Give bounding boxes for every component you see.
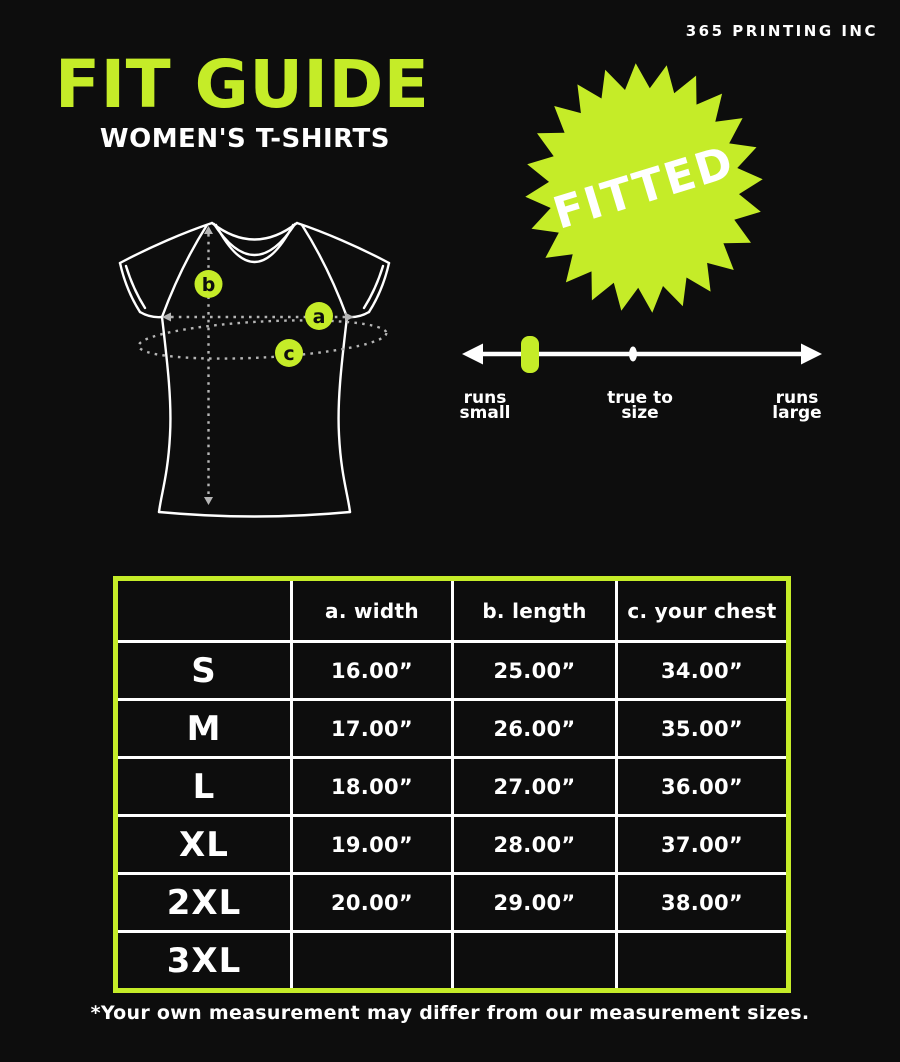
width-cell-l: 18.00”: [293, 759, 451, 814]
scale-label-line: runs: [775, 388, 819, 408]
footnote: *Your own measurement may differ from our measurement sizes.: [90, 1002, 810, 1024]
chest-cell-3xl: [618, 933, 786, 988]
table-header-size: [118, 581, 290, 640]
fit-scale: [450, 330, 840, 390]
page-title: FIT GUIDE: [55, 46, 430, 123]
length-cell-3xl: [454, 933, 615, 988]
size-table: [113, 576, 791, 993]
scale-midpoint-dot: [629, 347, 637, 362]
chest-cell-s: 34.00”: [618, 643, 786, 698]
arrow-down-icon: [204, 497, 213, 505]
width-cell-xl: 19.00”: [293, 817, 451, 872]
fit-position-marker: [521, 336, 539, 373]
scale-label-true-to-size: [575, 388, 705, 423]
fitted-badge-label: FITTED: [547, 136, 741, 240]
scale-label-line: runs: [463, 388, 507, 408]
scale-arrow-right-icon: [801, 344, 822, 365]
chest-cell-l: 36.00”: [618, 759, 786, 814]
marker-a-label: a: [312, 306, 326, 328]
width-cell-3xl: [293, 933, 451, 988]
size-cell-m: M: [118, 701, 290, 756]
size-cell-l: L: [118, 759, 290, 814]
scale-label-line: size: [621, 403, 659, 423]
fitted-badge: [515, 55, 775, 321]
chest-ellipse: [138, 315, 388, 364]
brand-text: 365 PRINTING INC: [685, 22, 878, 40]
chest-cell-m: 35.00”: [618, 701, 786, 756]
width-cell-m: 17.00”: [293, 701, 451, 756]
scale-label-runs-large: [732, 388, 862, 423]
length-cell-xl: 28.00”: [454, 817, 615, 872]
tshirt-outline-icon: [120, 223, 389, 517]
tshirt-diagram: [90, 190, 430, 530]
marker-c-label: c: [283, 343, 295, 365]
scale-label-line: true to: [607, 388, 673, 408]
size-cell-s: S: [118, 643, 290, 698]
width-cell-2xl: 20.00”: [293, 875, 451, 930]
scale-label-runs-small: [420, 388, 550, 423]
table-header-chest: c. your chest: [618, 581, 786, 640]
table-header-width: a. width: [293, 581, 451, 640]
scale-label-line: large: [772, 403, 822, 423]
arrow-right-icon: [345, 313, 354, 322]
length-cell-m: 26.00”: [454, 701, 615, 756]
chest-cell-xl: 37.00”: [618, 817, 786, 872]
measurement-lines: [138, 226, 388, 505]
table-header-length: b. length: [454, 581, 615, 640]
length-cell-l: 27.00”: [454, 759, 615, 814]
size-cell-xl: XL: [118, 817, 290, 872]
chest-cell-2xl: 38.00”: [618, 875, 786, 930]
length-cell-s: 25.00”: [454, 643, 615, 698]
scale-arrow-left-icon: [462, 344, 483, 365]
scale-label-line: small: [459, 403, 511, 423]
size-cell-3xl: 3XL: [118, 933, 290, 988]
marker-b-label: b: [201, 274, 216, 296]
width-cell-s: 16.00”: [293, 643, 451, 698]
size-cell-2xl: 2XL: [118, 875, 290, 930]
length-cell-2xl: 29.00”: [454, 875, 615, 930]
page-subtitle: WOMEN'S T-SHIRTS: [99, 124, 390, 154]
